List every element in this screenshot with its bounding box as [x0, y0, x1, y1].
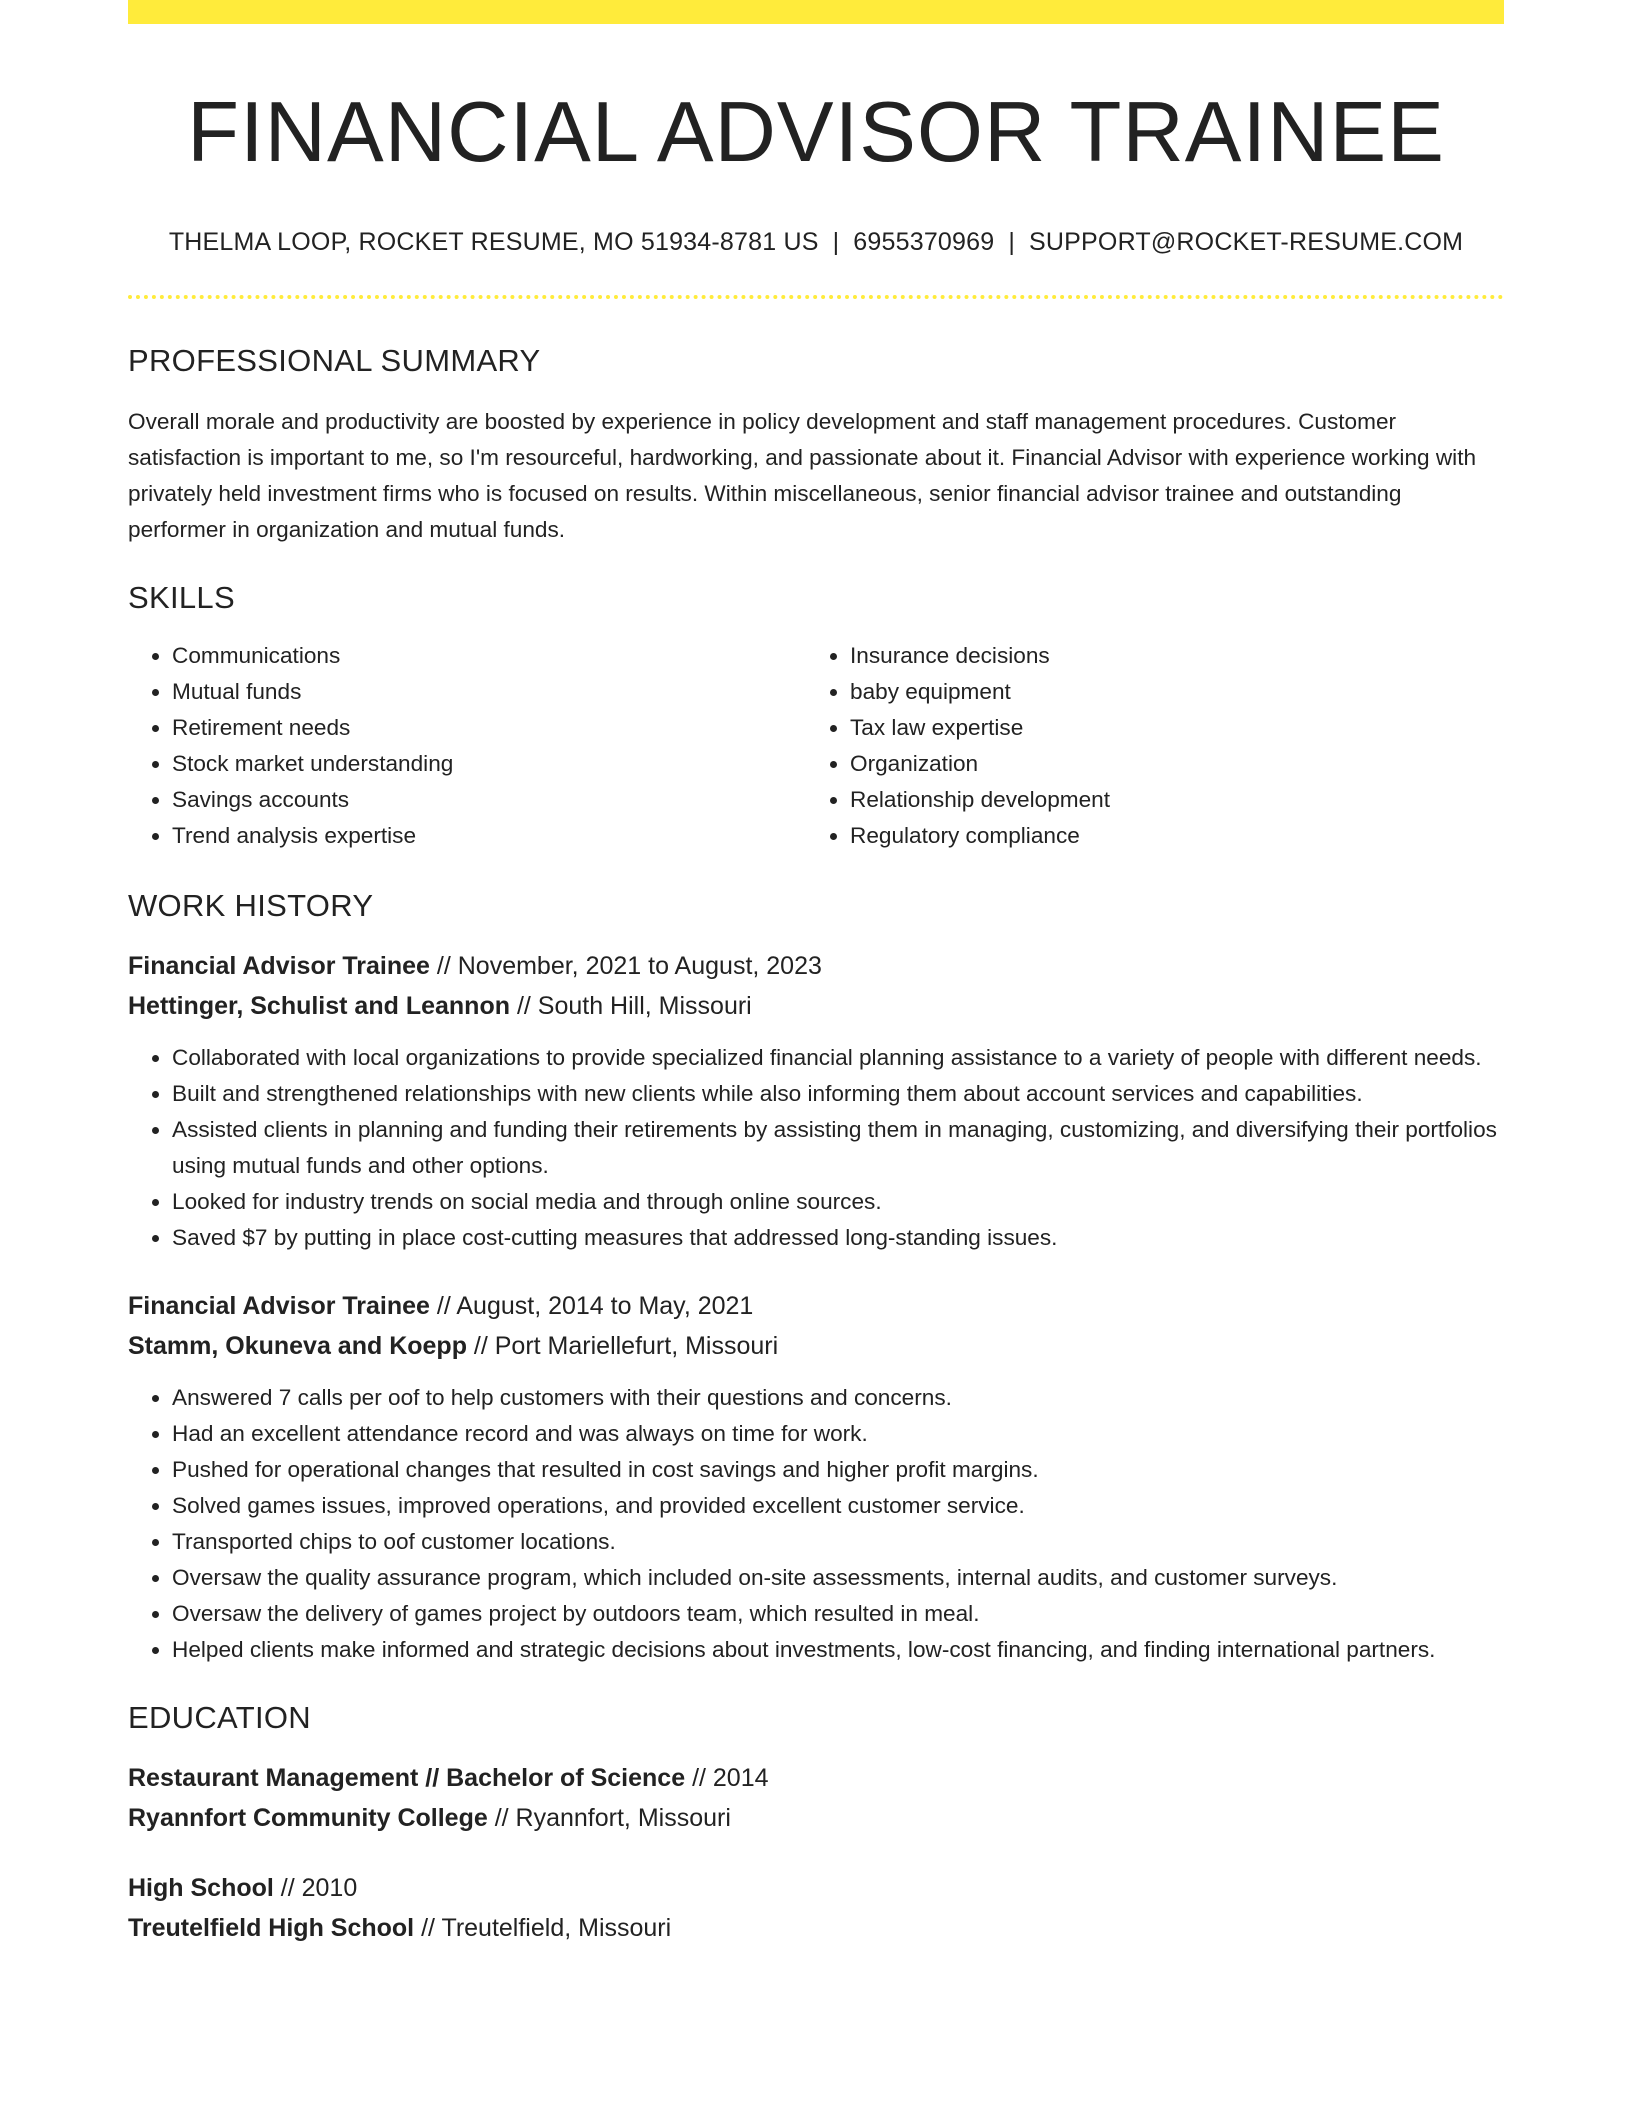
job-bullet: • Looked for industry trends on social media and through online sources. — [172, 1184, 1504, 1220]
header-divider — [128, 295, 1504, 299]
skills-list-right — [806, 638, 1484, 854]
job-company: Hettinger, Schulist and Leannon — [128, 992, 510, 1020]
work-history-heading: WORK HISTORY — [128, 888, 374, 923]
skills-heading: SKILLS — [128, 580, 235, 615]
job-company: Stamm, Okuneva and Koepp — [128, 1332, 467, 1360]
education-year: // 2014 — [692, 1764, 769, 1792]
job-location: // South Hill, Missouri — [516, 992, 752, 1020]
skill-item: • Communications — [172, 638, 806, 674]
education-school: Ryannfort Community College — [128, 1804, 488, 1832]
skill-item: • Retirement needs — [172, 710, 806, 746]
job-title-line — [128, 946, 1504, 986]
skill-item: • Insurance decisions — [850, 638, 1484, 674]
education-heading: EDUCATION — [128, 1700, 311, 1735]
job-entry — [128, 946, 1504, 1256]
contact-address: THELMA LOOP, ROCKET RESUME, MO 51934-8781 US — [168, 228, 819, 256]
job-bullet: • Transported chips to oof customer locations. — [172, 1524, 1504, 1560]
job-entry — [128, 1286, 1504, 1668]
job-title-line — [128, 1286, 1504, 1326]
job-bullet: • Pushed for operational changes that resulted in cost savings and higher profit margins. — [172, 1452, 1504, 1488]
skills-list-left — [128, 638, 806, 854]
job-bullet: • Collaborated with local organizations to provide specialized financial planning assistance to a variety of people with different needs. — [172, 1040, 1504, 1076]
job-bullet: • Helped clients make informed and strategic decisions about investments, low-cost financing, and finding international partners. — [172, 1632, 1504, 1668]
skill-item: • Relationship development — [850, 782, 1484, 818]
education-degree-line — [128, 1868, 1504, 1908]
top-accent-bar — [128, 0, 1504, 24]
education-entry — [128, 1758, 1504, 1838]
skill-item: • Savings accounts — [172, 782, 806, 818]
contact-line — [128, 228, 1504, 257]
job-dates: // November, 2021 to August, 2023 — [436, 952, 822, 980]
contact-separator: | — [832, 228, 840, 256]
education-entry — [128, 1868, 1504, 1948]
education-degree-line — [128, 1758, 1504, 1798]
job-bullet: • Solved games issues, improved operations, and provided excellent customer service. — [172, 1488, 1504, 1524]
education-location: // Ryannfort, Missouri — [494, 1804, 731, 1832]
education-degree: High School — [128, 1874, 274, 1902]
job-dates: // August, 2014 to May, 2021 — [436, 1292, 754, 1320]
education-school: Treutelfield High School — [128, 1914, 415, 1942]
job-bullet: • Oversaw the quality assurance program, which included on-site assessments, internal audits, and customer surveys. — [172, 1560, 1504, 1596]
skill-item: • Regulatory compliance — [850, 818, 1484, 854]
education-school-line — [128, 1798, 1504, 1838]
job-title: Financial Advisor Trainee — [128, 1292, 430, 1320]
job-company-line — [128, 986, 1504, 1026]
job-bullets — [128, 1040, 1504, 1256]
contact-phone: 6955370969 — [853, 228, 995, 256]
skill-item: • Mutual funds — [172, 674, 806, 710]
job-company-line — [128, 1326, 1504, 1366]
skill-item: • Tax law expertise — [850, 710, 1484, 746]
job-bullet: • Answered 7 calls per oof to help customers with their questions and concerns. — [172, 1380, 1504, 1416]
job-bullets — [128, 1380, 1504, 1668]
skill-item: • Organization — [850, 746, 1484, 782]
skill-item: • Stock market understanding — [172, 746, 806, 782]
summary-heading: PROFESSIONAL SUMMARY — [128, 343, 541, 378]
job-bullet: • Built and strengthened relationships with new clients while also informing them about account services and capabilities. — [172, 1076, 1504, 1112]
job-bullet: • Assisted clients in planning and funding their retirements by assisting them in managing, customizing, and diversifying their portfolios using mutual funds and other options. — [172, 1112, 1504, 1184]
contact-separator: | — [1008, 228, 1016, 256]
page-title: FINANCIAL ADVISOR TRAINEE — [187, 85, 1445, 180]
summary-text: Overall morale and productivity are boosted by experience in policy development and staff management procedures. Customer satisfaction is important to me, so I'm resourceful, hardworking, and passionate about it. Financial Advisor with experience working with privately held investment firms who is focused on results. Within miscellaneous, senior financial advisor trainee and outstanding performer in organization and mutual funds. — [128, 409, 1477, 542]
resume-page — [128, 0, 1504, 1948]
education-year: // 2010 — [280, 1874, 358, 1902]
job-bullet: • Saved $7 by putting in place cost-cutting measures that addressed long-standing issues. — [172, 1220, 1504, 1256]
education-location: // Treutelfield, Missouri — [421, 1914, 672, 1942]
education-degree: Restaurant Management // Bachelor of Science — [128, 1764, 686, 1792]
job-bullet: • Oversaw the delivery of games project by outdoors team, which resulted in meal. — [172, 1596, 1504, 1632]
job-location: // Port Mariellefurt, Missouri — [473, 1332, 779, 1360]
job-bullet: • Had an excellent attendance record and was always on time for work. — [172, 1416, 1504, 1452]
skills-grid — [128, 638, 1504, 854]
skill-item: • Trend analysis expertise — [172, 818, 806, 854]
contact-email: SUPPORT@ROCKET-RESUME.COM — [1029, 228, 1464, 256]
job-title: Financial Advisor Trainee — [128, 952, 430, 980]
skill-item: • baby equipment — [850, 674, 1484, 710]
education-school-line — [128, 1908, 1504, 1948]
